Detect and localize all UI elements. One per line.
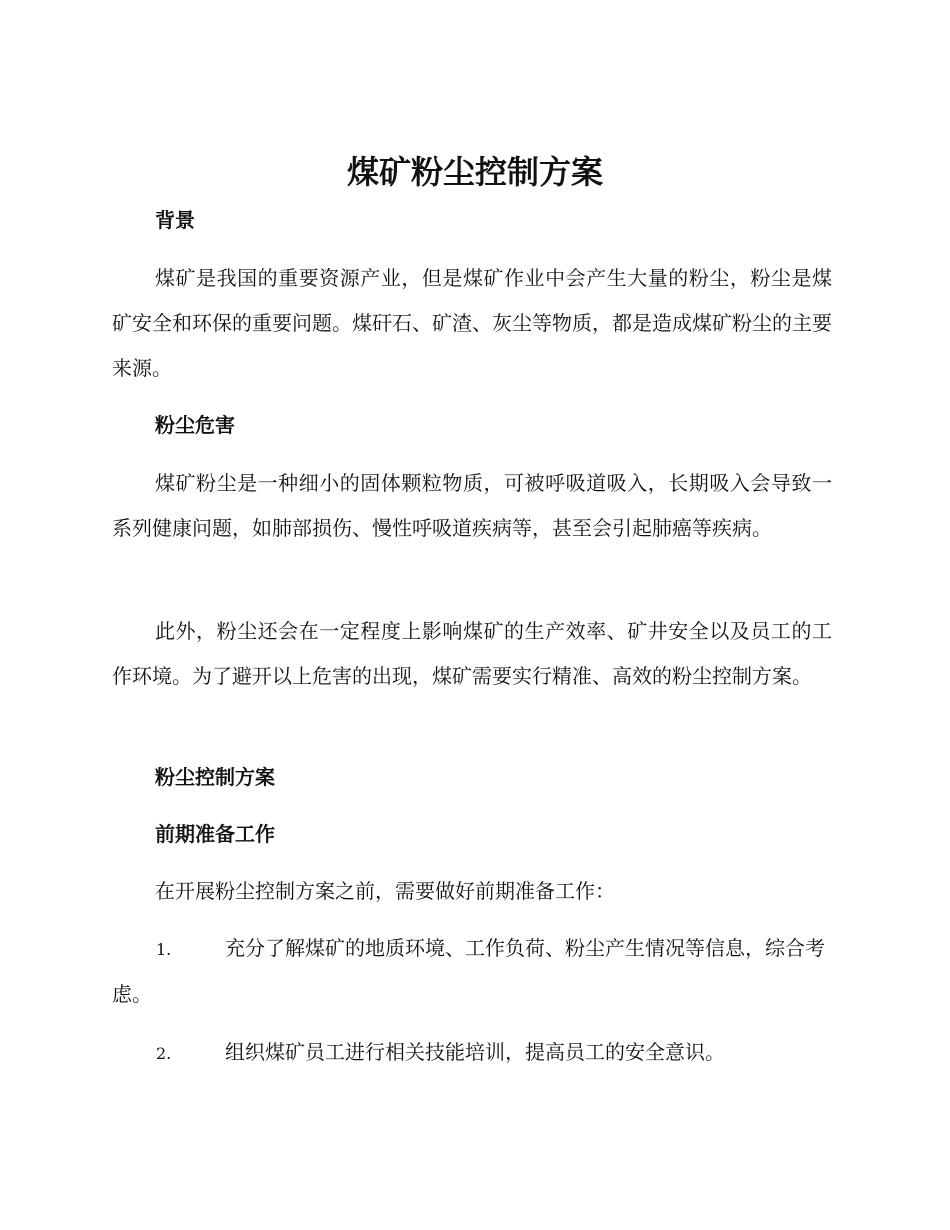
- list-item: [112, 926, 832, 1017]
- section-heading-hazard: 粉尘危害: [155, 413, 235, 437]
- list-item: [112, 1030, 832, 1076]
- list-item-number: 1.: [156, 940, 172, 959]
- hazard-paragraph-2: 此外，粉尘还会在一定程度上影响煤矿的生产效率、矿井安全以及员工的工作环境。为了避开以上危害的出现，煤矿需要实行精准、高效的粉尘控制方案。: [112, 619, 832, 688]
- section-heading-preparation: 前期准备工作: [155, 822, 275, 846]
- background-paragraph: 煤矿是我国的重要资源产业，但是煤矿作业中会产生大量的粉尘，粉尘是煤矿安全和环保的重要问题。煤矸石、矿渣、灰尘等物质，都是造成煤矿粉尘的主要来源。: [112, 266, 832, 380]
- list-item-text: 充分了解煤矿的地质环境、工作负荷、粉尘产生情况等信息，综合考虑。: [112, 936, 825, 1006]
- list-item-number: 2.: [156, 1044, 172, 1063]
- list-item-text: 组织煤矿员工进行相关技能培训，提高员工的安全意识。: [225, 1040, 725, 1064]
- section-heading-background: 背景: [155, 208, 195, 232]
- hazard-paragraph-1: 煤矿粉尘是一种细小的固体颗粒物质，可被呼吸道吸入，长期吸入会导致一系列健康问题，如肺部损伤、慢性呼吸道疾病等，甚至会引起肺癌等疾病。: [112, 471, 832, 540]
- preparation-intro: 在开展粉尘控制方案之前，需要做好前期准备工作：: [155, 879, 615, 903]
- document-title: 煤矿粉尘控制方案: [346, 153, 603, 191]
- section-heading-control: 粉尘控制方案: [155, 765, 275, 789]
